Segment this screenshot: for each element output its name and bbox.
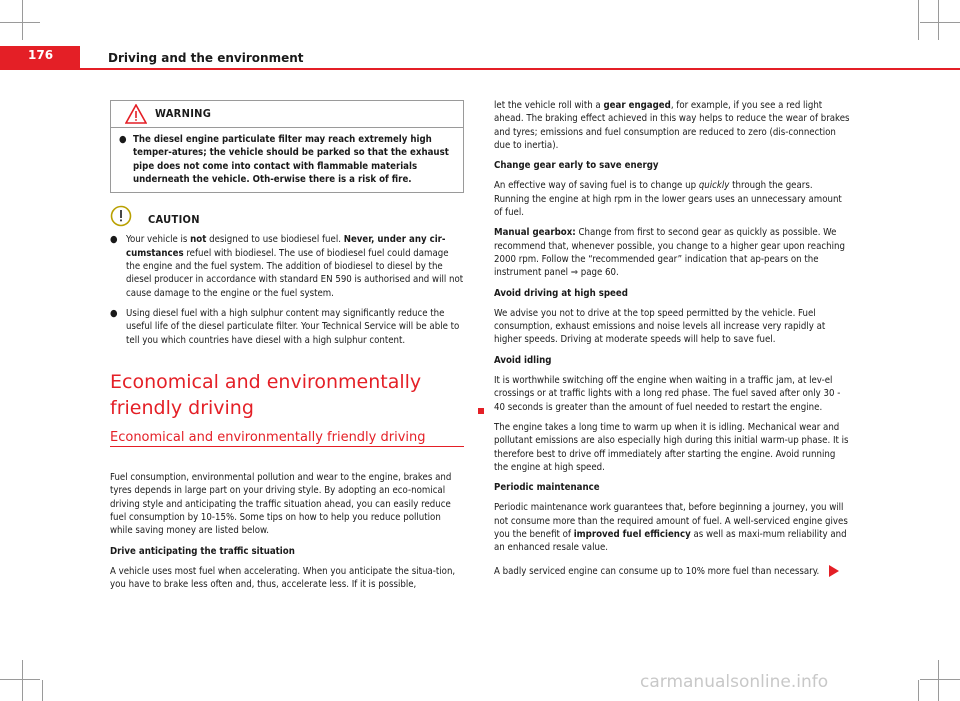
crop-mark (918, 680, 919, 701)
page-title: Driving and the environment (108, 51, 304, 65)
caution-emphasis: Never, under any cir-cumstances (126, 234, 446, 259)
text: let the vehicle roll with a (494, 100, 604, 111)
watermark: carmanualsonline.info (640, 672, 829, 692)
crop-mark (920, 679, 960, 680)
continue-arrow-icon (829, 565, 839, 577)
header-rule (80, 68, 960, 70)
section-heading: Economical and environmentally friendly driving (110, 370, 422, 419)
text: An effective way of saving fuel is to change up (494, 180, 699, 192)
caution-block (110, 207, 464, 347)
speed-title: Avoid driving at high speed (494, 287, 628, 299)
manual-label: Manual gearbox: (494, 227, 576, 239)
final-paragraph (494, 565, 850, 578)
crop-mark (0, 679, 40, 680)
subsection-heading: Economical and environmentally friendly driving (110, 429, 426, 445)
crop-mark (918, 0, 919, 40)
continuation-paragraph (494, 99, 850, 152)
crop-mark (938, 0, 939, 40)
idling-title: Avoid idling (494, 354, 552, 366)
text: through the gears. Running the engine at high rpm in the lower gears uses an unnecessary amount of fuel. (494, 180, 842, 219)
warning-title: WARNING (155, 107, 212, 120)
crop-mark (22, 660, 23, 701)
caution-title: CAUTION (148, 213, 200, 227)
crop-mark (42, 680, 43, 701)
text: A badly serviced engine can consume up to 10% more fuel than necessary. (494, 565, 820, 577)
gear-title: Change gear early to save energy (494, 160, 659, 172)
caution-text: refuel with biodiesel. The use of biodiesel fuel could damage the engine and the fuel system. The addition of biodiesel to diesel by the diesel producer in accordance with standard EN 590 is authorised and will not cause damage to the engine or the fuel system. (126, 247, 464, 299)
gear-paragraph (494, 179, 850, 219)
emphasis: quickly (698, 180, 730, 192)
warning-text (111, 128, 463, 192)
heading-rule (110, 446, 464, 447)
text: Change from first to second gear as quickly as possible. We recommend that, whenever possible, you change to a higher gear upon reaching 2000 rpm. Follow the “recommended gear” indication that ap-pears on the instrument panel ⇒ page 60. (494, 227, 845, 279)
emphasis: improved fuel efficiency (573, 529, 691, 541)
emphasis: gear engaged (603, 100, 671, 111)
maintenance-paragraph (494, 501, 850, 554)
warning-header (111, 101, 463, 128)
idling-paragraph: It is worthwhile switching off the engine when waiting in a traffic jam, at lev-el crossings or at traffic lights with a long red phase. The fuel saved after only 30 - 40 seconds is greater than the amount of fuel needed to restart the engine. (494, 375, 841, 413)
caution-item (110, 307, 464, 347)
text: as well as maxi-mum reliability and an enhanced resale value. (494, 529, 847, 554)
caution-icon (110, 205, 132, 227)
text: Periodic maintenance work guarantees that, before beginning a journey, you will not consume more than the required amount of fuel. A well-serviced engine gives you the benefit of (494, 502, 848, 541)
caution-item (110, 233, 464, 299)
manual-paragraph (494, 226, 850, 279)
caution-text: Using diesel fuel with a high sulphur content may significantly reduce the useful life of the diesel particulate filter. Your Technical Service will be able to tell you which countries have diesel with a high sulphur content. (126, 307, 460, 346)
page-number: 176 (28, 48, 54, 62)
text: , for example, if you see a red light ahead. The braking effect achieved in this way helps to reduce the wear of brakes and tyres; emissions and fuel consumption are reduced to zero (dis-connection due to inertia). (494, 100, 850, 151)
crop-mark (22, 0, 23, 40)
caution-text: designed to use biodiesel fuel. (206, 234, 344, 246)
subsection-heading-block (110, 431, 464, 447)
caution-text: Your vehicle is (126, 234, 191, 246)
warning-body: The diesel engine particulate filter may reach extremely high temper-atures; the vehicle should be parked so that the exhaust pipe does not come into contact with flammable materials underneath the vehicle. Oth-erwise there is a risk of fire. (133, 134, 449, 185)
crop-mark (938, 660, 939, 701)
page-number-box (0, 46, 80, 70)
crop-mark (920, 22, 960, 23)
caution-emphasis: not (190, 234, 207, 246)
idling-paragraph-2: The engine takes a long time to warm up when it is idling. Mechanical wear and pollutant emissions are also especially high during this initial warm-up phase. It is therefore best to drive off immediately after starting the engine. Avoid running the engine at high speed. (494, 421, 849, 473)
speed-paragraph: We advise you not to drive at the top speed permitted by the vehicle. Fuel consumption, exhaust emissions and noise levels all increase very rapidly at higher speeds. Driving at moderate speeds will help to save fuel. (494, 307, 826, 346)
anticipating-title: Drive anticipating the traffic situation (110, 545, 295, 557)
bullet: ● (110, 307, 118, 319)
anticipating-paragraph: A vehicle uses most fuel when accelerating. When you anticipate the situa-tion, you have to brake less often and, thus, accelerate less. If it is possible, (110, 565, 456, 591)
bullet: ● (110, 234, 118, 246)
bullet: ● (119, 134, 127, 145)
crop-mark (0, 22, 40, 23)
warning-box (110, 100, 464, 193)
intro-paragraph: Fuel consumption, environmental pollution and wear to the engine, brakes and tyres depends in large part on your driving style. By adopting an eco-nomical driving style and anticipating the traffic situation ahead, you can easily reduce fuel consumption by 10-15%. Some tips on how to help you reduce pollution while saving money are listed below. (110, 472, 452, 537)
warning-triangle-icon (125, 104, 147, 124)
maintenance-title: Periodic maintenance (494, 482, 600, 494)
end-mark (478, 408, 484, 414)
right-column (494, 99, 850, 585)
left-column (110, 100, 464, 599)
